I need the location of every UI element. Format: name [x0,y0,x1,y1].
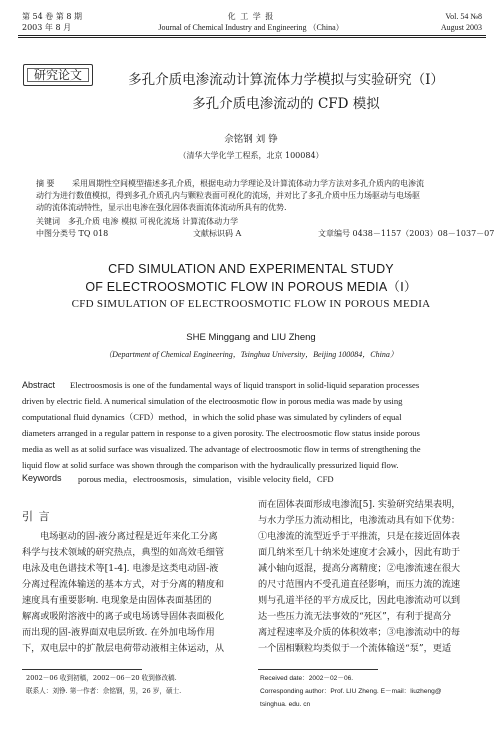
authors-cn: 佘铭钢 刘 铮 [224,134,278,145]
volume-number-en: Vol. 54 №8 [445,12,482,21]
paper-title-en-line2: OF ELECTROOSMOTIC FLOW IN POROUS MEDIA（Ⅰ） [85,280,417,294]
footnote-rule-right [258,669,378,670]
abstract-en-line: liquid flow at solid surface was shown through the comparison with the hydraulically pressurized liquid flow. [22,460,399,470]
classification-number: 中图分类号 TQ 018 [36,229,109,238]
intro-line: 则与孔道半径的平方成反比，因此电渗流动可以到 [258,595,461,606]
paper-title-cn-line1: 多孔介质电渗流动计算流体力学模拟与实验研究（Ⅰ） [128,72,444,88]
keywords-cn: 多孔介质 电渗 模拟 可视化流场 计算流体动力学 [68,217,239,226]
article-number: 文章编号 0438－1157（2003）08－1037－07 [318,229,495,238]
publication-date: 2003 年 8 月 [22,23,72,32]
abstract-en-line: driven by electric field. A numerical simulation of the electroosmotic flow in porous media was made by using [22,396,403,406]
abstract-en-body [22,377,480,473]
keywords-cn-label: 关键词 [36,217,60,226]
paper-subtitle-en: CFD SIMULATION OF ELECTROOSMOTIC FLOW IN POROUS MEDIA [71,298,431,310]
footnote-author-en: Corresponding author：Prof. LIU Zheng. E－mail：liuzheng@ [260,688,442,695]
header-rule-thin [18,37,486,38]
abstract-en-line: diameters arranged in a regular pattern in response to a given porosity. The electroosmotic flow status inside porous [22,428,420,438]
intro-line: 的尺寸范围内不受孔道直径影响，而压力流的流速 [258,579,461,590]
volume-issue: 第 54 卷 第 8 期 [22,12,82,21]
affiliation-en: （Department of Chemical Engineering，Tsinghua University，Beijing 100084，China） [104,350,398,359]
affiliation-cn: （清华大学化学工程系，北京 100084） [178,151,324,160]
intro-line: 一个固相颗粒均类似于一个流体输送“泵”，更适 [258,643,452,654]
footnote-email-en: tsinghua. edu. cn [260,701,311,708]
intro-line: 离过程速率及介质的体积效率；③电渗流动中的每 [258,627,461,638]
intro-line: 分离过程流体输送的基本方式，对于分离的精度和 [22,579,225,590]
section-heading-intro: 引 言 [22,510,51,523]
abstract-cn-label: 摘 要 [36,179,55,188]
keywords-en: porous media，electroosmosis，simulation，visible velocity field，CFD [78,474,334,484]
abstract-en-line: media as well as at solid surface was visualized. The advantage of electroosmotic flow in terms of strengthening the [22,444,421,454]
journal-name-en: Journal of Chemical Industry and Engineering （China） [158,23,344,32]
intro-line: 解离或吸附溶液中的离子或电场诱导固体表面极化 [22,611,225,622]
document-code: 文献标识码 A [193,229,242,238]
footnote-received-cn: 2002－06 收到初稿，2002－06－20 收到修改稿. [26,674,177,682]
journal-name-cn: 化 工 学 报 [227,12,275,21]
footnote-rule-left [22,669,142,670]
intro-line: 与水力学压力流动相比，电渗流动具有如下优势： [258,515,461,526]
abstract-cn-line: 采用周期性空间模型描述多孔介质，根据电动力学理论及计算流体动力学方法对多孔介质内的电渗流 [72,179,424,188]
abstract-cn-line: 动的流体流动特性，显示出电渗在强化固体表面流体流动所具有的优势. [36,203,287,212]
intro-line: 而在固体表面形成电渗流[5]. 实验研究结果表明， [258,499,461,510]
intro-line: 科学与技术领域的研究热点，典型的如高效毛细管 [22,547,225,558]
abstract-cn-body [72,178,478,189]
authors-en: SHE Minggang and LIU Zheng [186,332,316,343]
intro-line: 电泳及电色谱技术等[1-4]. 电渗是这类电动固-液 [22,563,219,574]
intro-line: 达一些压力流无法事效的“死区”，有利于提高分 [258,611,452,622]
abstract-en-line: Electroosmosis is one of the fundamental ways of liquid transport in solid-liquid separation processes [70,380,420,390]
abstract-en-line: computational fluid dynamics（CFD）method，in which the solid phase was simulated by cylinders of equal [22,412,402,422]
badge-label: 研究论文 [33,68,82,82]
footnote-contact-cn: 联系人：刘铮. 第一作者：佘铭钢，男，26 岁，硕士. [26,687,182,695]
footnote-received-en: Received date：2002－02－06. [260,675,354,682]
intro-line: 而出现的固-液界面双电层所致. 在外加电场作用 [22,627,215,638]
abstract-cn-continuation [36,190,478,213]
abstract-en-label: Abstract [22,380,56,390]
paper-title-en-line1: CFD SIMULATION AND EXPERIMENTAL STUDY [108,262,394,276]
abstract-cn-line: 动行为进行数值模拟，得到多孔介质孔内与颗粒表面可视化的流场，并对比了多孔介质中压力场驱动与电场驱 [36,191,420,200]
intro-line: ①电渗流的流型近乎于平推流，只是在接近固体表 [258,531,461,542]
publication-date-en: August 2003 [440,23,482,32]
intro-line: 减小轴向返混，提高分离精度；②电渗流速在很大 [258,563,461,574]
intro-right-column [258,497,486,657]
paper-title-cn-line2: 多孔介质电渗流动的 CFD 模拟 [192,96,380,112]
intro-left-column [22,529,250,657]
section-badge [23,64,93,86]
header-rule [18,35,486,36]
intro-line: 下，双电层中的扩散层电荷带动液相主体运动，从 [22,643,225,654]
keywords-en-label: Keywords [22,473,62,483]
intro-line: 电场驱动的固-液分离过程是近年来化工分离 [40,531,218,542]
intro-line: 面几纳米至几十纳米处速度才会减小，因此有助于 [258,547,461,558]
intro-line: 速度具有重要影响. 电现象是由固体表面基团的 [22,595,212,606]
